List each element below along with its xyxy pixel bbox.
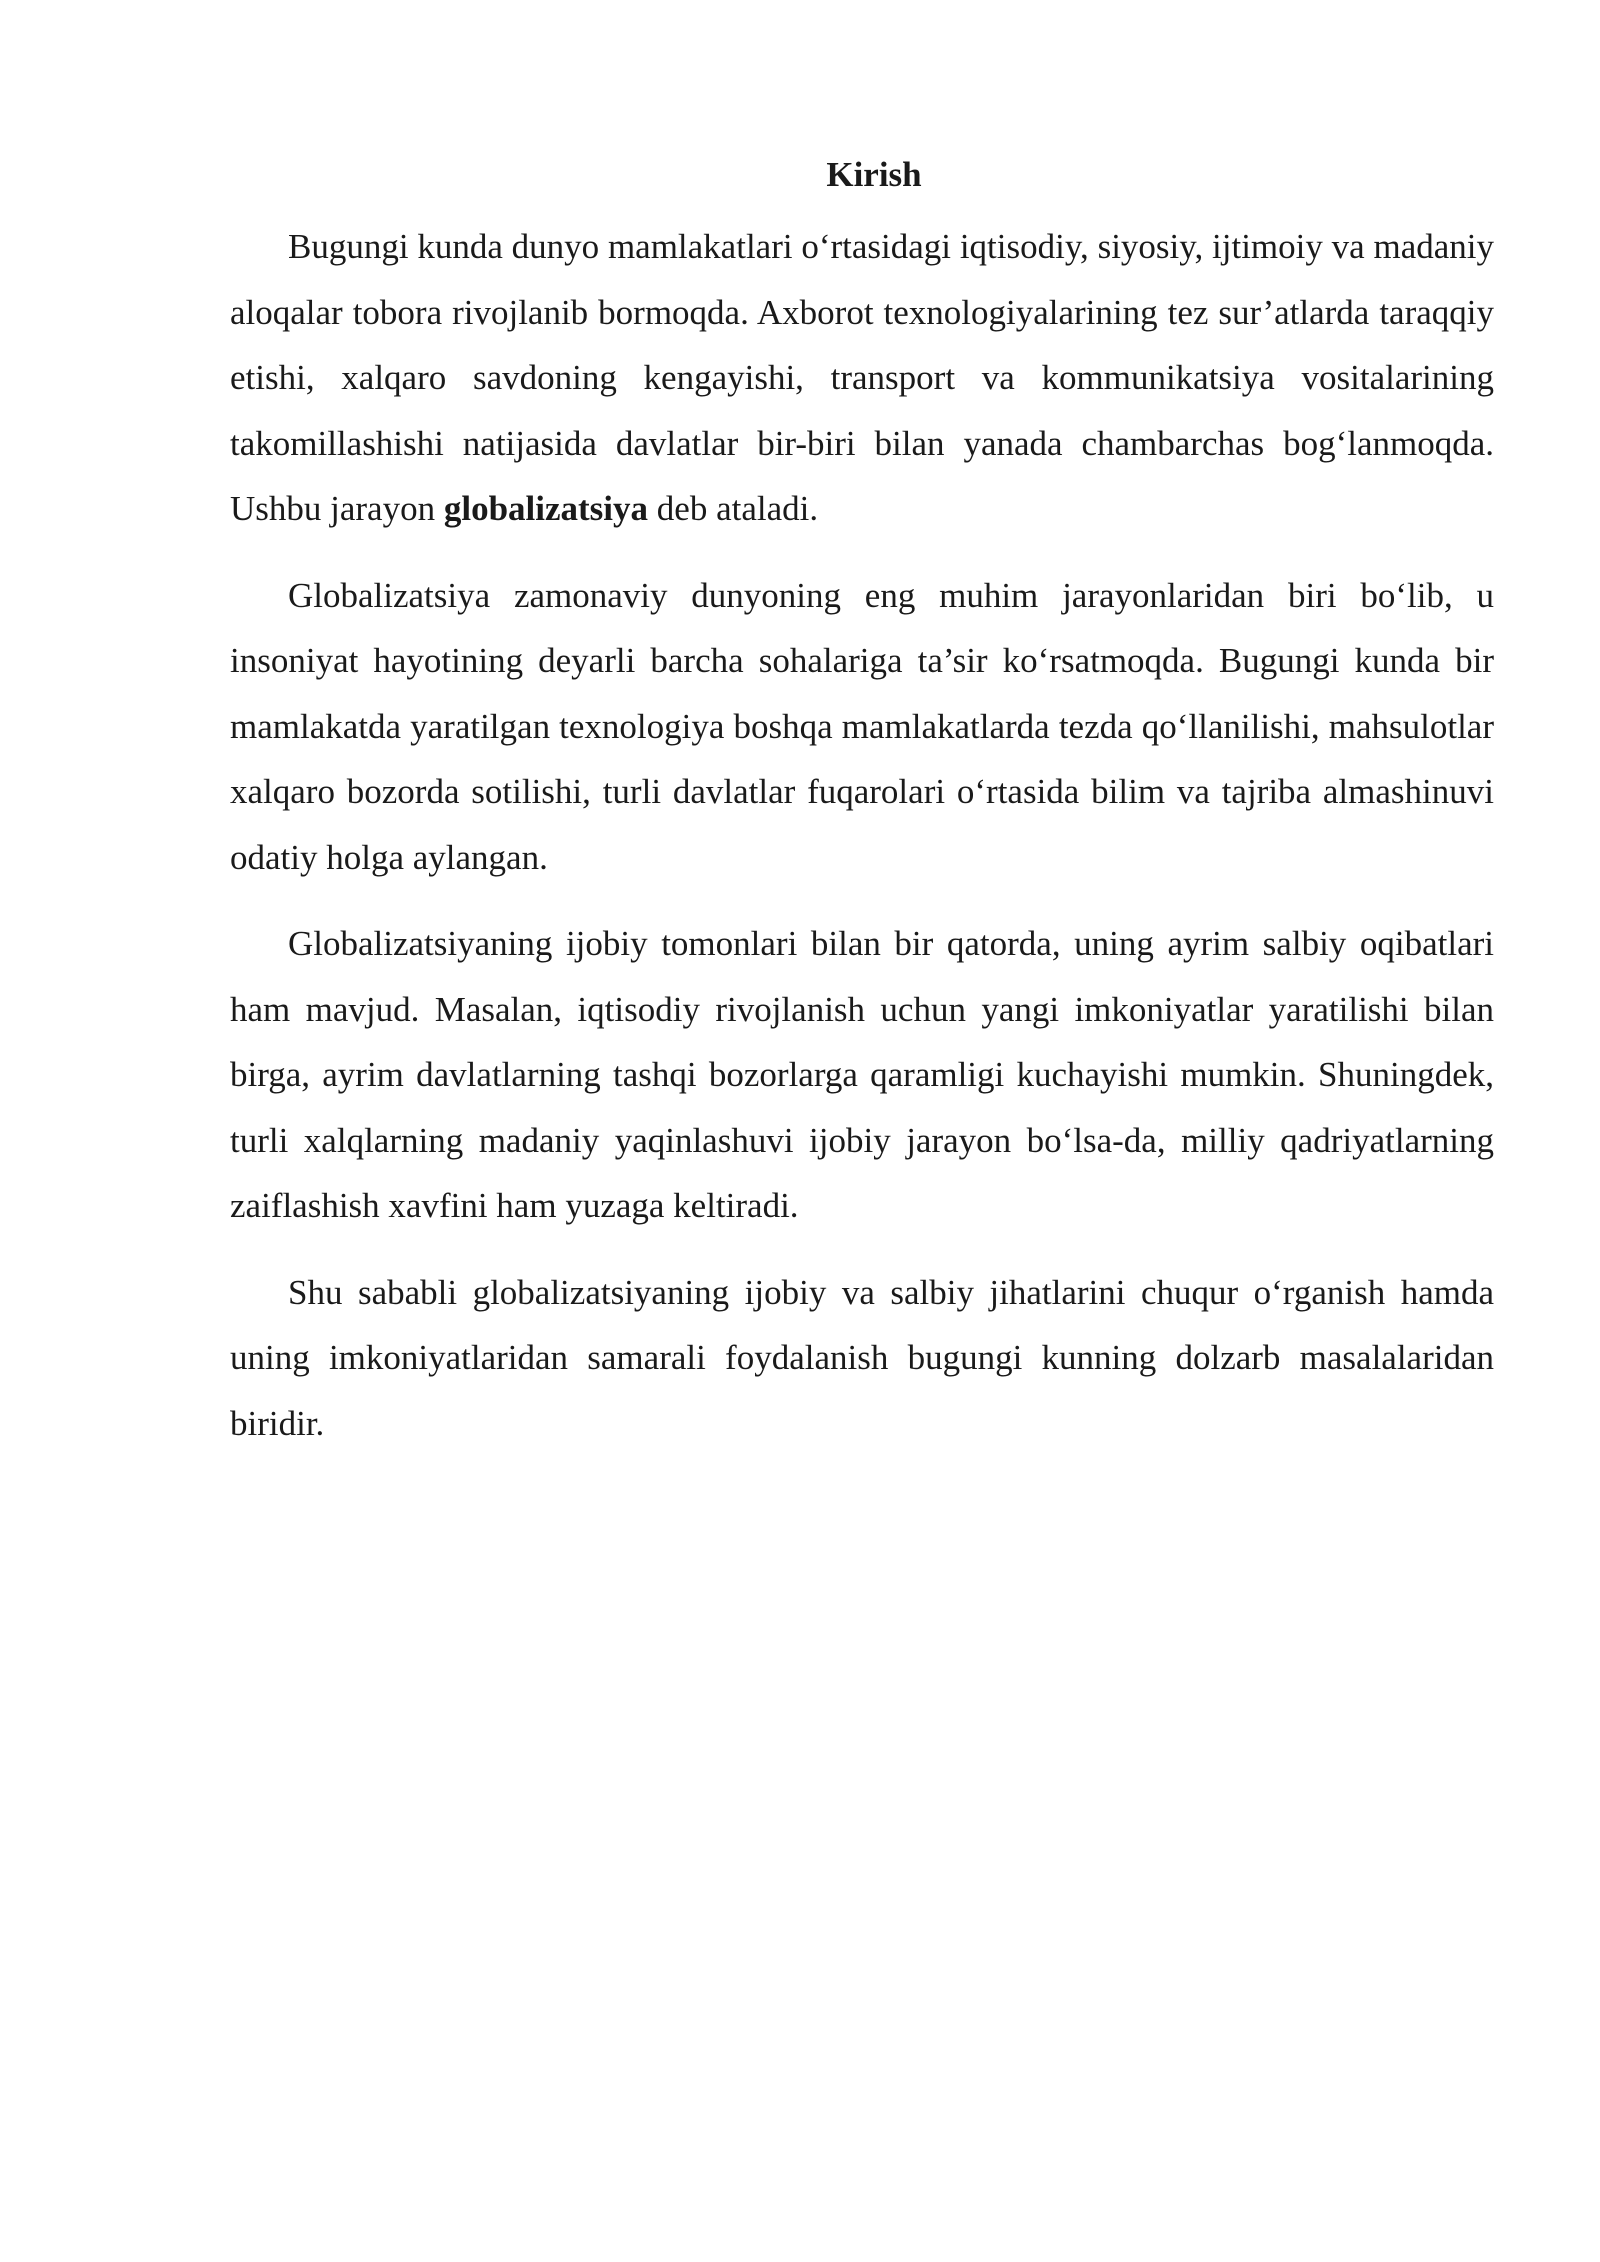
paragraph-3: Globalizatsiyaning ijobiy tomonlari bilan bir qatorda, uning ayrim salbiy oqibatlari ham mavjud. Masalan, iqtisodiy rivojlanish uchun yangi imkoniyatlar yaratilishi bilan birga, ayrim davlatlarning tashqi bozorlarga qaramligi kuchayishi mumkin. Shuningdek, turli xalqlarning madaniy yaqinlashuvi ijobiy jarayon bo‘lsa-da, milliy qadriyatlarning zaiflashish xavfini ham yuzaga keltiradi. <box>230 924 1494 1225</box>
document-body <box>230 148 1494 1477</box>
paragraph-1-bold-term: globalizatsiya <box>443 489 649 528</box>
paragraph-1-text: Bugungi kunda dunyo mamlakatlari o‘rtasidagi iqtisodiy, siyosiy, ijtimoiy va madaniy aloqalar tobora rivojlanib bormoqda. Axborot texnologiyalarining tez sur’atlarda taraqqiy etishi, xalqaro savdoning kengayishi, transport va kommunikatsiya vositalarining takomillashishi natijasida davlatlar bir-biri bilan yanada chambarchas bog‘lanmoqda. Ushbu jarayon <box>230 227 1494 528</box>
paragraph-1-tail: deb ataladi. <box>648 489 819 528</box>
paragraph-4: Shu sababli globalizatsiyaning ijobiy va salbiy jihatlarini chuqur o‘rganish hamda uning imkoniyatlaridan samarali foydalanish bugungi kunning dolzarb masalalaridan biridir. <box>230 1272 1494 1443</box>
paragraph-2: Globalizatsiya zamonaviy dunyoning eng muhim jarayonlaridan biri bo‘lib, u insoniyat hayotining deyarli barcha sohalariga ta’sir ko‘rsatmoqda. Bugungi kunda bir mamlakatda yaratilgan texnologiya boshqa mamlakatlarda tezda qo‘llanilishi, mahsulotlar xalqaro bozorda sotilishi, turli davlatlar fuqarolari o‘rtasida bilim va tajriba almashinuvi odatiy holga aylangan. <box>230 575 1494 877</box>
paragraph-1 <box>230 214 1494 542</box>
page-title: Kirish <box>826 155 922 194</box>
